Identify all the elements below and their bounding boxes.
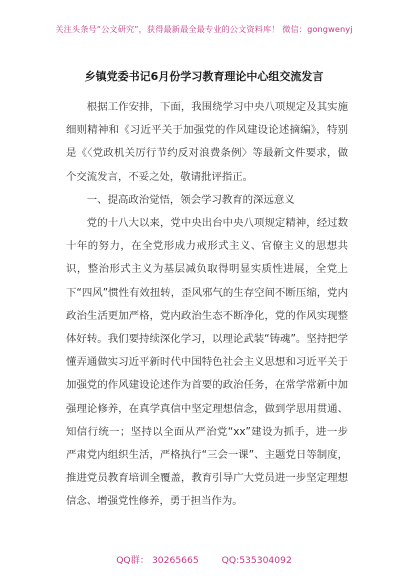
- document-title: 乡镇党委书记6月份学习教育理论中心组交流发言: [84, 70, 324, 83]
- document-body: [66, 96, 348, 514]
- qq-number: QQ:535304092: [221, 555, 292, 566]
- qq-group-number: QQ群： 30265665: [116, 555, 199, 566]
- intro-paragraph: 根据工作安排，下面，我围绕学习中央八项规定及其实施细则精神和《习近平关于加强党的作风建设论述摘编》，特别是《〈党政机关厉行节约反对浪费条例〉等最新文件要求，做个交流发言，不妥之处，敬请批评指正。: [66, 101, 348, 183]
- section-heading: 一、提高政治觉悟，领会学习教育的深远意义: [86, 193, 295, 206]
- footer-contact: [0, 552, 408, 566]
- header-banner: 关注头条号“公文研究”，获得最新最全最专业的公文资料库！ 微信：gongwenyj: [55, 24, 353, 34]
- body-paragraph: 党的十八大以来，党中央出台中央八项规定精神，经过数十年的努力，在全党形成力戒形式主义、官僚主义的思想共识，整治形式主义为基层减负取得明显实质性进展，全党上下“四风”惯性有效扭转，歪风邪气的生存空间不断压缩，党内政治生活更加严格，党内政治生态不断净化，党的作风实现整体好转。我们要持续深化学习，以理论武装“铸魂”。坚持把学懂弄通做实习近平新时代中国特色社会主义思想和习近平关于加强党的作风建设论述作为首要的政治任务，在常学常新中加强理论修养，在真学真信中坚定理想信念，做到学思用贯通、知信行统一；坚持以全面从严治党“xx”建设为抓手，进一步严肃党内组织生活，严格执行“三会一课”、主题党日等制度，推进党员教育培训全覆盖，教育引导广大党员进一步坚定理想信念、增强党性修养，勇于担当作为。: [66, 217, 348, 508]
